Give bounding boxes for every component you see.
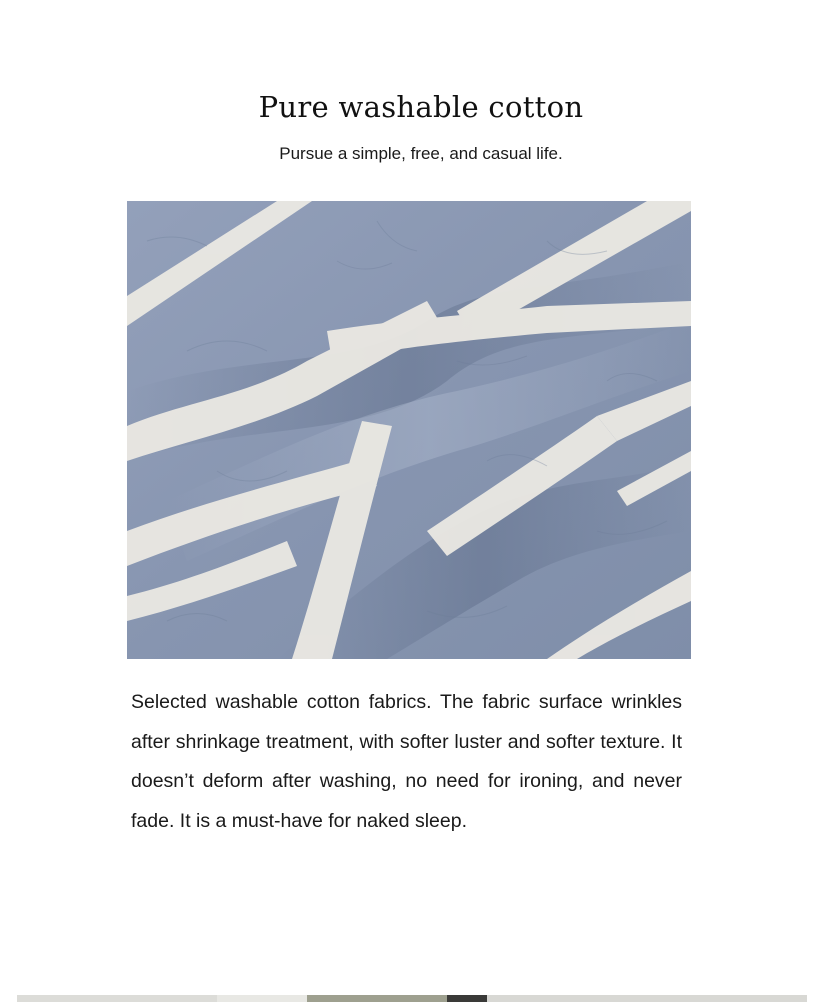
strip-segment	[217, 995, 307, 1002]
section-title: Pure washable cotton	[258, 90, 584, 124]
section-subtitle: Pursue a simple, free, and casual life.	[279, 144, 563, 163]
strip-segment	[487, 995, 807, 1002]
fabric-photo	[127, 201, 691, 659]
next-section-photo-edge	[17, 995, 807, 1002]
strip-segment	[447, 995, 487, 1002]
strip-segment	[307, 995, 447, 1002]
product-description: Selected washable cotton fabrics. The fabric surface wrinkles after shrinkage treatment, with softer luster and softer texture. It doesn’t deform after washing, no need for ironing, and never fade. It is a must-have for naked sleep.	[131, 691, 682, 832]
strip-segment	[17, 995, 217, 1002]
